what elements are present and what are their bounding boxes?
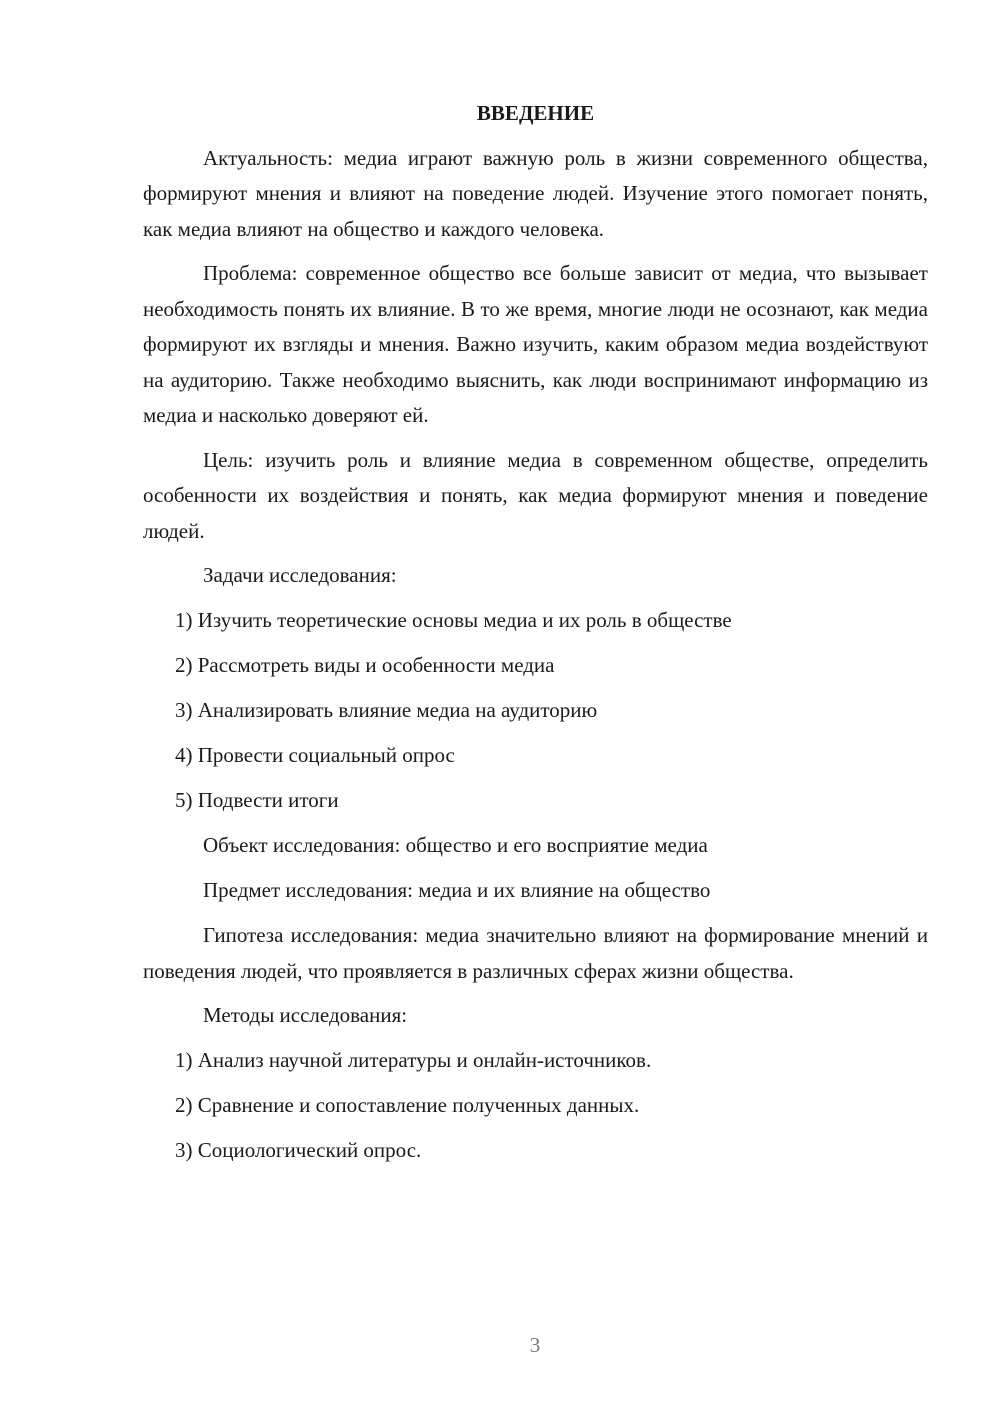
task-item: 2) Рассмотреть виды и особенности медиа — [175, 653, 555, 677]
research-subject: Предмет исследования: медиа и их влияние на общество — [203, 878, 711, 902]
task-item: 1) Изучить теоретические основы медиа и их роль в обществе — [175, 608, 732, 632]
task-item: 4) Провести социальный опрос — [175, 743, 455, 767]
method-item: 3) Социологический опрос. — [175, 1138, 422, 1162]
task-item: 5) Подвести итоги — [175, 788, 339, 812]
method-item: 2) Сравнение и сопоставление полученных данных. — [175, 1093, 640, 1117]
page-number: 3 — [529, 1333, 541, 1357]
tasks-list — [143, 603, 928, 819]
hypothesis-paragraph: Гипотеза исследования: медиа значительно влияют на формирование мнений и поведения людей, что проявляется в различных сферах жизни общества. — [143, 923, 928, 983]
section-title: ВВЕДЕНИЕ — [476, 101, 595, 125]
methods-list — [143, 1043, 928, 1169]
problem-paragraph: Проблема: современное общество все больше зависит от медиа, что вызывает необходимость понять их влияние. В то же время, многие люди не осознают, как медиа формируют их взгляды и мнения. Важно изучить, каким образом медиа воздействуют на аудиторию. Также необходимо выяснить, как люди воспринимают информацию из медиа и насколько доверяют ей. — [143, 261, 928, 427]
methods-heading: Методы исследования: — [203, 1003, 408, 1027]
relevance-paragraph: Актуальность: медиа играют важную роль в жизни современного общества, формируют мнения и влияют на поведение людей. Изучение этого помогает понять, как медиа влияют на общество и каждого человека. — [143, 145, 928, 241]
document-body — [143, 96, 928, 1178]
task-item: 3) Анализировать влияние медиа на аудиторию — [175, 698, 598, 722]
research-object: Объект исследования: общество и его восприятие медиа — [203, 833, 708, 857]
method-item: 1) Анализ научной литературы и онлайн-источников. — [175, 1048, 652, 1072]
goal-paragraph: Цель: изучить роль и влияние медиа в современном обществе, определить особенности их воздействия и понять, как медиа формируют мнения и поведение людей. — [143, 447, 928, 543]
tasks-heading: Задачи исследования: — [203, 563, 397, 587]
